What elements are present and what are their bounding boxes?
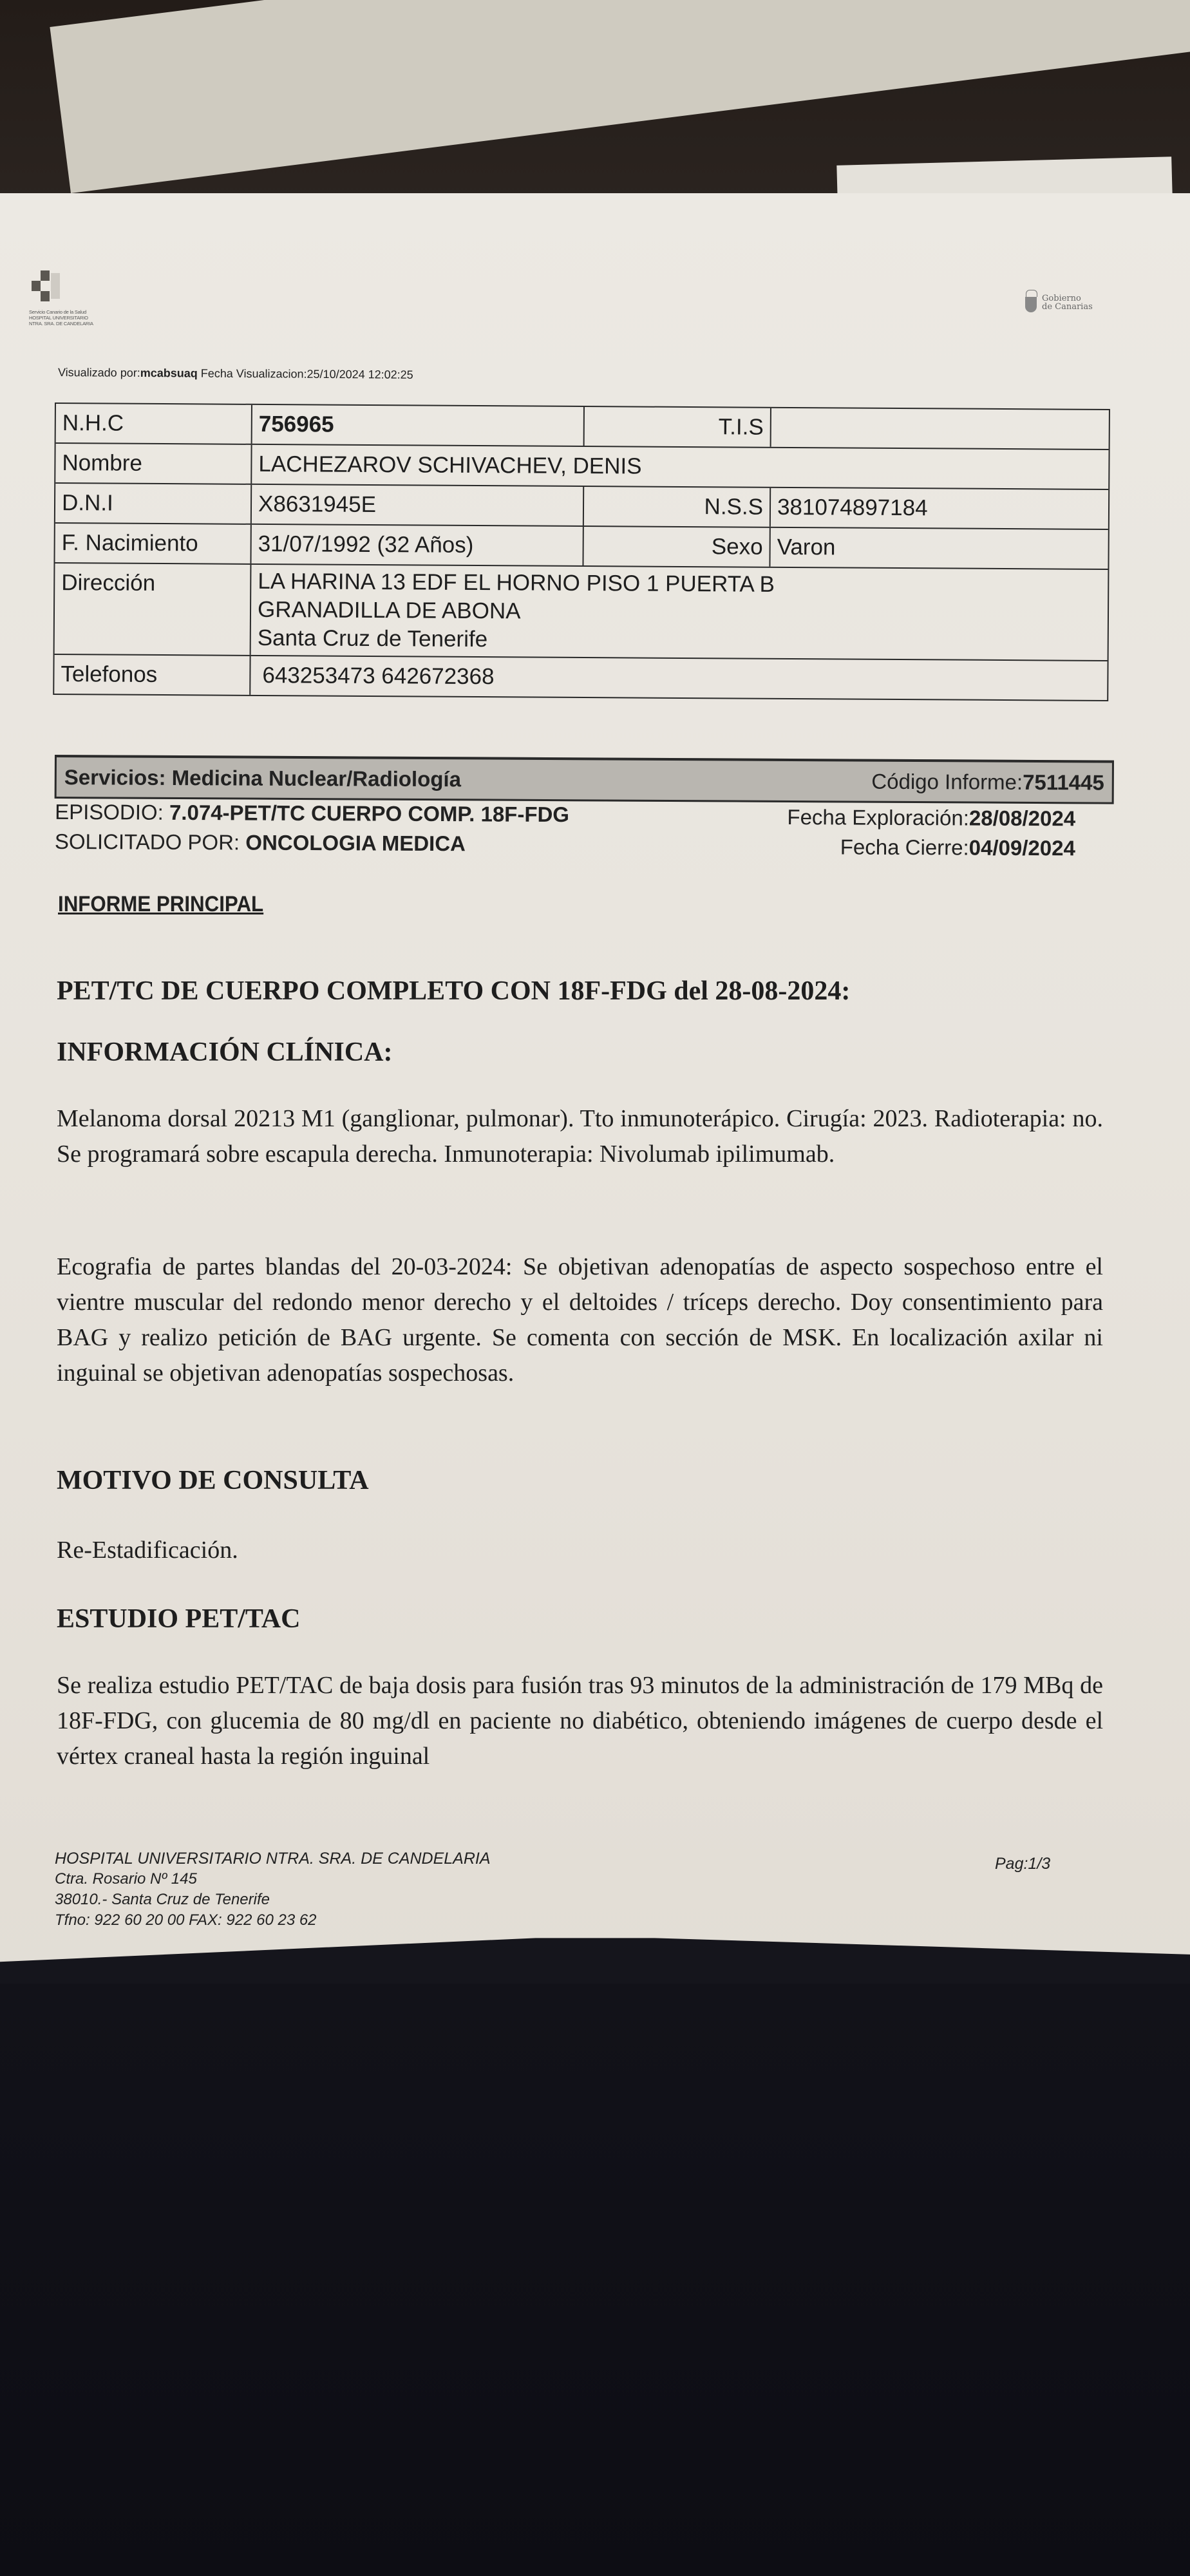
logo-line: HOSPITAL UNIVERSITARIO xyxy=(29,315,88,321)
table-row xyxy=(56,404,1109,450)
footer-phone: Tfno: 922 60 20 00 FAX: 922 60 23 62 xyxy=(55,1911,317,1929)
address-line: GRANADILLA DE ABONA xyxy=(257,596,521,624)
services-bar xyxy=(55,755,1114,804)
table-row xyxy=(55,564,1108,661)
view-date: 25/10/2024 12:02:25 xyxy=(307,367,413,381)
paragraph-motivo: Re-Estadificación. xyxy=(57,1537,238,1564)
report-code-value: 7511445 xyxy=(1023,770,1104,795)
exploration-date-label: Fecha Exploración: xyxy=(787,805,970,830)
nhc-label: N.H.C xyxy=(56,404,252,444)
view-date-label: Fecha Visualizacion: xyxy=(200,366,307,381)
close-date-label: Fecha Cierre: xyxy=(840,835,969,860)
viewed-by-label: Visualizado por: xyxy=(57,366,140,379)
logo-line: NTRA. SRA. DE CANDELARIA xyxy=(29,321,93,327)
page-number: Pag:1/3 xyxy=(995,1855,1051,1873)
footer-hospital: HOSPITAL UNIVERSITARIO NTRA. SRA. DE CANDELARIA xyxy=(55,1850,491,1868)
nacimiento-value: 31/07/1992 (32 Años) xyxy=(251,525,583,565)
coat-of-arms-icon xyxy=(1024,290,1038,316)
tis-value xyxy=(771,408,1109,449)
heading-info-clinica: INFORMACIÓN CLÍNICA: xyxy=(57,1037,393,1067)
table-row xyxy=(55,524,1108,570)
episode-value: 7.074-PET/TC CUERPO COMP. 18F-FDG xyxy=(169,800,570,827)
sexo-value: Varon xyxy=(777,534,836,560)
logo-line: Servicio Canario de la Salud xyxy=(29,309,87,315)
report-code xyxy=(871,769,1104,795)
table-row xyxy=(55,484,1108,530)
dates-block xyxy=(741,802,1075,864)
footer-city: 38010.- Santa Cruz de Tenerife xyxy=(55,1891,270,1908)
section-label-informe-principal: INFORME PRINCIPAL xyxy=(58,892,264,916)
nss-label: N.S.S xyxy=(584,487,771,527)
report-title: PET/TC DE CUERPO COMPLETO CON 18F-FDG del 28-08-2024: xyxy=(57,976,851,1006)
footer-street: Ctra. Rosario Nº 145 xyxy=(55,1870,197,1888)
nhc-value: 756965 xyxy=(252,405,585,446)
nombre-value: LACHEZAROV SCHIVACHEV, DENIS xyxy=(258,451,642,479)
direccion-value xyxy=(251,565,1108,660)
table-row xyxy=(54,655,1107,700)
hospital-logo-mark xyxy=(29,270,87,307)
footer-address xyxy=(55,1848,491,1931)
viewed-by-line xyxy=(58,366,413,382)
background-fabric xyxy=(0,1984,1190,2576)
report-code-label: Código Informe: xyxy=(871,769,1023,794)
tis-label: T.I.S xyxy=(585,407,771,447)
nacimiento-label: F. Nacimiento xyxy=(55,524,251,564)
table-row xyxy=(55,444,1108,490)
paragraph-info-clinica-2: Ecografia de partes blandas del 20-03-2024: Se objetivan adenopatías de aspecto sospechoso entre el vientre muscular del redondo menor derecho y el deltoides / tríceps derecho. Doy consentimiento para BAG y realizo petición de BAG urgente. Se comenta con sección de MSK. En localización axilar ni inguinal se objetivan adenopatías sospechosas. xyxy=(57,1253,1103,1387)
paragraph-info-clinica-1: Melanoma dorsal 20213 M1 (ganglionar, pulmonar). Tto inmunoterápico. Cirugía: 2023. Radioterapia: no. Se programará sobre escapula derecha. Inmunoterapia: Nivolumab ipilimumab. xyxy=(57,1105,1103,1168)
paragraph-estudio: Se realiza estudio PET/TAC de baja dosis para fusión tras 93 minutos de la administración de 179 MBq de 18F-FDG, con glucemia de 80 mg/dl en paciente no diabético, obteniendo imágenes de cuerpo desde el vértex craneal hasta la región inguinal xyxy=(57,1672,1103,1770)
heading-motivo-consulta: MOTIVO DE CONSULTA xyxy=(57,1466,369,1495)
hospital-logo xyxy=(29,270,132,327)
direccion-label: Dirección xyxy=(55,564,252,655)
address-line: LA HARINA 13 EDF EL HORNO PISO 1 PUERTA B xyxy=(258,568,775,597)
logo-line: Gobierno xyxy=(1042,294,1081,303)
patient-info-table xyxy=(53,402,1110,701)
telefonos-label: Telefonos xyxy=(54,655,250,695)
requested-by-label: SOLICITADO POR: xyxy=(54,829,240,855)
close-date: 04/09/2024 xyxy=(968,835,1075,860)
nss-value: 381074897184 xyxy=(777,494,928,521)
address-line: Santa Cruz de Tenerife xyxy=(257,625,488,652)
requested-by-value: ONCOLOGIA MEDICA xyxy=(245,830,466,856)
logo-line: de Canarias xyxy=(1042,302,1093,312)
gobierno-canarias-logo xyxy=(1024,290,1093,316)
episode-label: EPISODIO: xyxy=(55,799,164,824)
dni-value: X8631945E xyxy=(252,485,584,526)
services-label: Servicios: Medicina Nuclear/Radiología xyxy=(64,764,462,791)
exploration-date: 28/08/2024 xyxy=(968,806,1076,831)
dni-label: D.N.I xyxy=(55,484,252,524)
viewed-by-user: mcabsuaq xyxy=(140,366,198,380)
nombre-label: Nombre xyxy=(55,444,252,484)
sexo-label: Sexo xyxy=(583,527,770,567)
heading-estudio-pet-tac: ESTUDIO PET/TAC xyxy=(57,1604,301,1634)
telefonos-value: 643253473 642672368 xyxy=(262,662,495,690)
episode-block xyxy=(55,797,569,859)
